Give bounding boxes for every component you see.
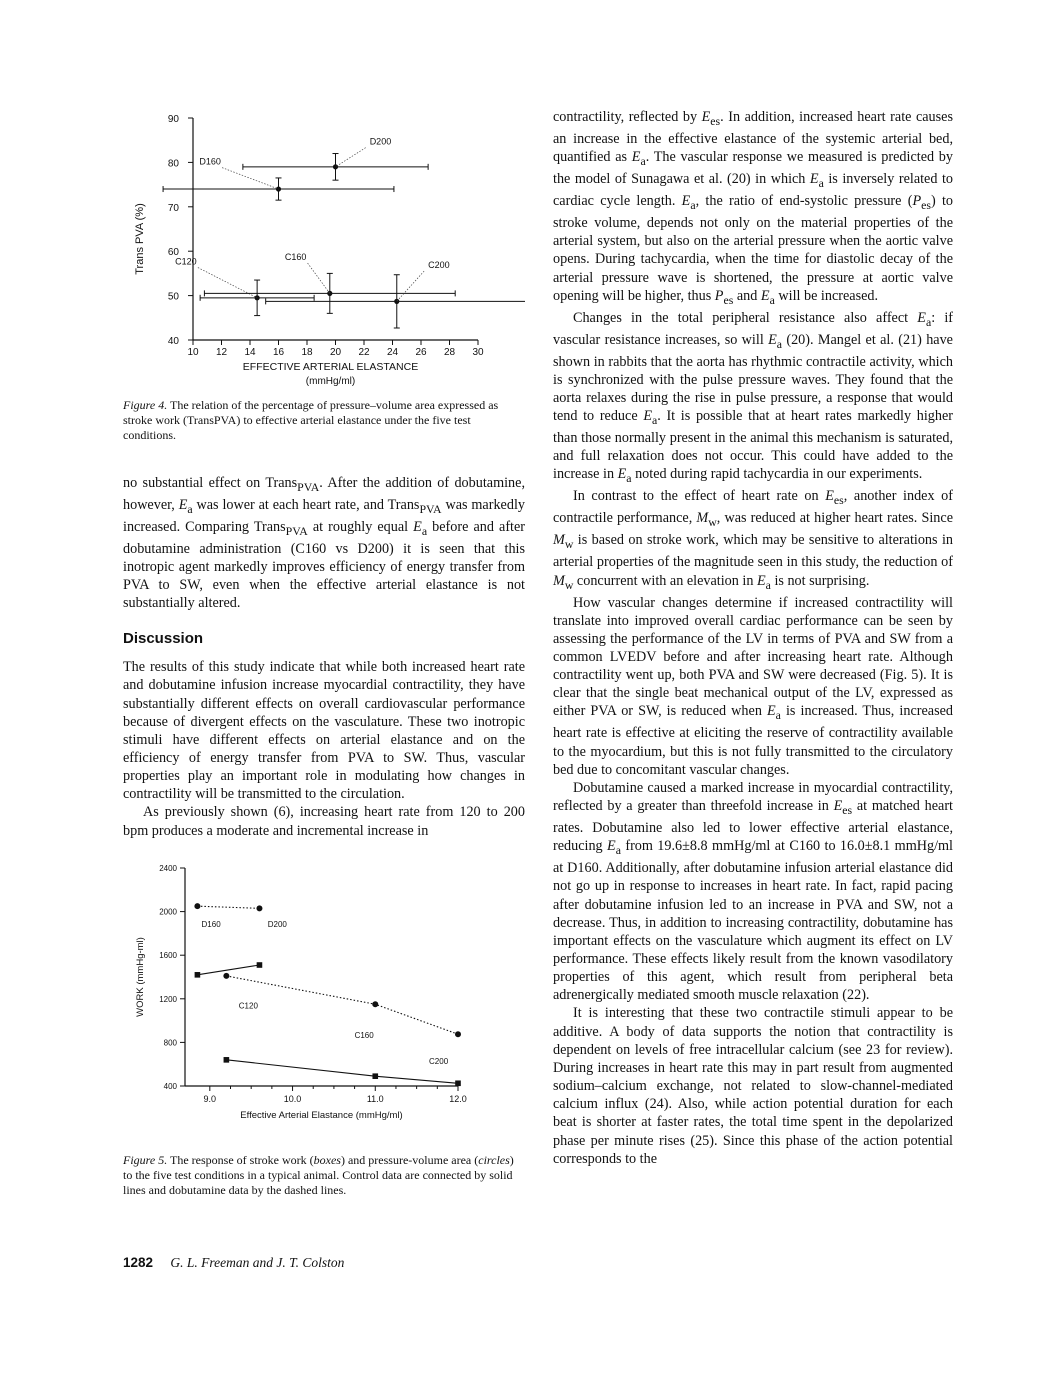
footer-authors: G. L. Freeman and J. T. Colston — [170, 1255, 345, 1270]
data-point — [327, 291, 332, 296]
right-column — [553, 108, 953, 1168]
x-tick-label: 30 — [472, 347, 484, 358]
point-label: D160 — [199, 156, 221, 167]
figure-4-chart — [123, 100, 525, 390]
figure-4-caption — [123, 398, 525, 444]
sw-point — [224, 1057, 230, 1063]
figure-4-caption-text: The relation of the percentage of pressure–volume area expressed as stroke work (TransPVA) to effective arterial elastance under the five test conditions. — [123, 398, 499, 443]
x-tick-label: 14 — [244, 347, 256, 358]
point-label: C200 — [428, 260, 450, 271]
y-tick-label: 400 — [163, 1081, 177, 1091]
pva-point — [256, 905, 262, 911]
right-paragraph-1: contractility, reflected by $E_{es}$. In addition, increased heart rate causes an increase in the effective elastance of the systemic arterial bed, quantified as $E_a$. The vascular response we measured is predicted by the model of Sunagawa et al. (20) in which $E_a$ is inversely related to cardiac cycle length. $E_a$, the ratio of end-systolic pressure $(P_{es})$ to stroke volume, depends not only on the material properties of the arterial system, but also on the arterial pressure when the aortic valve opens. During tachycardia, when the time for diastolic decay of the arterial pressure wave is shortened, the pressure at aortic valve opening will be higher, thus $P_{es}$ and $E_a$ will be increased. — [553, 109, 953, 307]
x-tick-label: 10.0 — [283, 1093, 302, 1104]
x-tick-label: 9.0 — [203, 1093, 217, 1104]
y-tick-label: 2400 — [159, 863, 177, 873]
y-tick-label: 2000 — [159, 907, 177, 917]
x-tick-label: 28 — [443, 347, 456, 358]
y-tick-label: 40 — [167, 336, 179, 347]
discussion-heading: Discussion — [123, 630, 204, 648]
x-tick-label: 22 — [358, 347, 370, 358]
condition-label: D160 — [201, 919, 221, 929]
y-tick-label: 70 — [167, 202, 179, 214]
dashed-series-line — [226, 976, 458, 1034]
figure-5-caption-text: The response of stroke work (boxes) and pressure-volume area (circles) to the five test conditions in a typical animal. Control data are connected by solid lines and dobutamine data by the dashed lines. — [123, 1152, 514, 1198]
point-label: C120 — [175, 256, 197, 267]
pva-point — [372, 1001, 378, 1007]
point-label: D200 — [369, 136, 392, 147]
y-tick-label: 60 — [167, 247, 179, 259]
x-tick-label: 20 — [329, 347, 342, 358]
y-tick-label: 800 — [163, 1038, 177, 1048]
point-label: C160 — [284, 252, 307, 263]
y-axis-label: Trans PVA (%) — [134, 203, 146, 275]
condition-label: C120 — [238, 1001, 258, 1011]
label-leader — [222, 168, 278, 189]
data-point — [276, 186, 281, 191]
discussion-paragraph-2: As previously shown (6), increasing heart rate from 120 to 200 bpm produces a moderate and incremental increase in — [123, 804, 525, 839]
figure-4-caption-label: Figure 4. — [123, 398, 168, 412]
left-column — [123, 100, 525, 1198]
x-tick-label: 10 — [187, 347, 199, 358]
label-leader — [308, 263, 330, 293]
sw-point — [257, 962, 263, 968]
y-tick-label: 80 — [167, 158, 179, 170]
dashed-series-line — [197, 906, 259, 908]
discussion-paragraph-1: The results of this study indicate that while both increased heart rate and dobutamine infusion increase myocardial contractility, they have substantially different effects on overall cardiovascular performance because of divergent effects on the vasculature. These two inotropic stimuli have different effects on arterial elastance and on the efficiency of energy transfer from PVA to SW. Thus, vascular properties play an important role in modulating how changes in contractility will be transmitted to the circulation. — [123, 659, 525, 803]
right-paragraph-6: It is interesting that these two contractile stimuli appear to be additive. A body of data supports the notion that contractility is dependent on levels of free intracellular calcium (see 23 for review). During increases in heart rate this may in part result from augmented sodium–calcium exchange, not related to slow-channel-mediated calcium influx (24). Also, while action potential duration for each beat is shorter at faster rates, the total time spent in the depolarized phase per minute rises (25). Since this phase of the action potential corresponds to the — [553, 1005, 953, 1167]
x-tick-label: 12.0 — [449, 1093, 467, 1104]
y-tick-label: 1200 — [159, 994, 177, 1004]
sw-point — [455, 1080, 461, 1086]
solid-series-line — [226, 1060, 458, 1083]
sw-point — [195, 972, 201, 978]
right-paragraph-4: How vascular changes determine if increased contractility will translate into improved overall cardiac performance can be seen by assessing the performance of the LV in terms of PVA and SW from a common LVEDV before and after increasing heart rate. Although contractility went up, both PVA and SW were decreased (Fig. 5). It is clear that the single beat mechanical output of the LV, expressed as either PVA or SW, is reduced when $E_a$ is increased. Thus, increased heart rate is effective at eliciting the reserve of contractility available to the myocardium, but this is not fully transmitted to the circulatory bed due to concomitant vascular changes. — [553, 594, 953, 778]
x-tick-label: 24 — [386, 347, 399, 358]
right-paragraph-3: In contrast to the effect of heart rate on $E_{es}$, another index of contractile performance, $M_w$, was reduced at higher heart rates. Since $M_w$ is based on stroke work, which may be sensitive to alterations in arterial properties of the magnitude seen in this study, the reduction of $M_w$ concurrent with an elevation in $E_a$ is not surprising. — [553, 488, 953, 592]
x-axis-label: Effective Arterial Elastance (mmHg/ml) — [240, 1109, 403, 1121]
data-point — [394, 299, 399, 304]
condition-label: D200 — [267, 919, 287, 929]
x-axis-unit: (mmHg/ml) — [305, 376, 356, 387]
solid-series-line — [197, 965, 259, 975]
label-leader — [336, 148, 366, 167]
x-axis-label: EFFECTIVE ARTERIAL ELASTANCE — [242, 361, 419, 373]
condition-label: C200 — [429, 1056, 449, 1066]
figure-5-chart — [123, 856, 525, 1156]
y-tick-label: 90 — [167, 114, 179, 125]
right-paragraph-5: Dobutamine caused a marked increase in myocardial contractility, reflected by a greater than threefold increase in $E_{es}$ at matched heart rates. Dobutamine also led to lower effective arterial elastance, reducing $E_a$ from 19.6±8.8 mmHg/ml at C160 to 16.0±8.1 mmHg/ml at D160. Additionally, after dobutamine infusion arterial elastance did not go up in response to increases in heart rate. In fact, rapid pacing after dobutamine infusion led to an increase in PVA and SW, not a decrease. Thus, in addition to increasing contractility, dobutamine has important effects on the vasculature which augment its effect on LV performance. These effects likely result from the known vasodilatory properties of this agent, which result from peripheral beta adrenergically mediated smooth muscle relaxation (22). — [553, 779, 953, 1004]
pva-point — [194, 903, 200, 909]
page-number: 1282 — [123, 1255, 154, 1270]
x-tick-label: 12 — [215, 347, 228, 358]
sw-point — [372, 1073, 378, 1079]
figure-5-caption-label: Figure 5. — [123, 1152, 168, 1167]
label-leader — [397, 271, 424, 301]
figure-5-caption — [123, 1153, 525, 1199]
page-footer — [123, 1255, 344, 1271]
y-axis-label: WORK (mmHg-ml) — [135, 936, 146, 1017]
pva-point — [455, 1031, 461, 1037]
y-tick-label: 50 — [167, 291, 179, 303]
x-tick-label: 18 — [301, 347, 313, 358]
y-tick-label: 1600 — [159, 950, 177, 960]
condition-label: C160 — [354, 1030, 374, 1040]
right-paragraph-2: Changes in the total peripheral resistance also affect $E_a$: if vascular resistance increases, so will $E_a$ (20). Mangel et al. (21) have shown in rabbits that the aorta has rhythmic contractile activity, which is synchronized with the pulse pressure waves. They found that the aorta relaxes during the rise in pulse pressure, a response that would tend to reduce $E_a$. It is possible that at heart rates markedly higher than those normally present in the animal this mechanism is saturated, and full relaxation does not occur. This could have added to the increase in $E_a$ noted during rapid tachycardia in our experiments. — [553, 309, 954, 486]
x-tick-label: 26 — [415, 347, 427, 358]
x-tick-label: 11.0 — [366, 1093, 384, 1104]
x-tick-label: 16 — [272, 347, 285, 358]
pva-point — [223, 973, 229, 979]
left-paragraph-1: no substantial effect on Trans$_{PVA}$. After the addition of dobutamine, however, $E_a$ was lower at each heart rate, and Trans$_{PVA}$ was markedly increased. Comparing Trans$_{PVA}$ at roughly equal $E_a$ before and after dobutamine administration (C160 vs D200) it is seen that this inotropic agent markedly improves efficiency of energy transfer from PVA to SW, even when the effective arterial elastance is not substantially altered. — [123, 474, 526, 612]
